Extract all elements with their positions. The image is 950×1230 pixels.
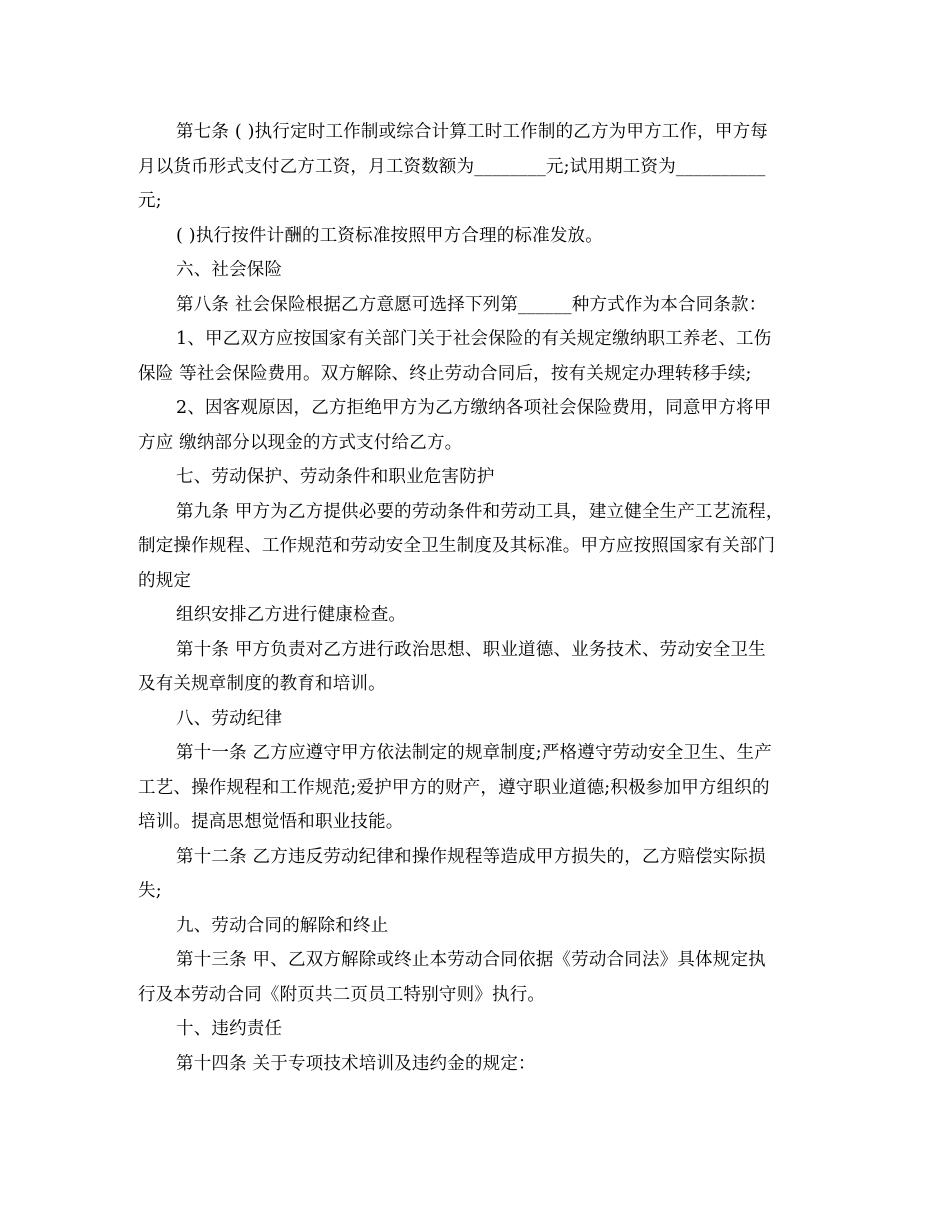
section-heading: 十、违约责任 (176, 1019, 283, 1039)
text-line: 2、因客观原因，乙方拒绝甲方为乙方缴纳各项社会保险费用，同意甲方将甲 (176, 398, 772, 418)
text-line: 第十条 甲方负责对乙方进行政治思想、职业道德、业务技术、劳动安全卫生 (176, 639, 766, 660)
text-line: 1、甲乙双方应按国家有关部门关于社会保险的有关规定缴纳职工养老、工伤 (176, 329, 772, 349)
text-line: 组织安排乙方进行健康检查。 (176, 605, 407, 625)
text-line: 失; (138, 881, 162, 901)
text-line: ( )执行按件计酬的工资标准按照甲方合理的标准发放。 (176, 225, 603, 246)
section-heading: 八、劳动纪律 (176, 708, 283, 729)
text-line: 行及本劳动合同《附页共二页员工特别守则》执行。 (138, 984, 546, 1005)
text-line: 第十三条 甲、乙双方解除或终止本劳动合同依据《劳动合同法》具体规定执 (176, 950, 766, 970)
text-line: 第十一条 乙方应遵守甲方依法制定的规章制度;严格遵守劳动安全卫生、生产 (176, 743, 772, 763)
text-line: 第十四条 关于专项技术培训及违约金的规定： (176, 1053, 536, 1074)
text-line: 培训。提高思想觉悟和职业技能。 (138, 812, 404, 832)
text-line: 第十二条 乙方违反劳动纪律和操作规程等造成甲方损失的，乙方赔偿实际损 (176, 846, 766, 867)
text-line: 月以货币形式支付乙方工资，月工资数额为________元;试用期工资为__________ (138, 156, 766, 177)
text-line: 方应 缴纳部分以现金的方式支付给乙方。 (138, 432, 463, 453)
text-line: 制定操作规程、工作规范和劳动安全卫生制度及其标准。甲方应按照国家有关部门 (138, 536, 776, 556)
text-line: 及有关规章制度的教育和培训。 (138, 674, 386, 694)
section-heading: 九、劳动合同的解除和终止 (176, 915, 389, 936)
text-line: 工艺、操作规程和工作规范;爱护甲方的财产，遵守职业道德;积极参加甲方组织的 (138, 777, 770, 798)
text-line: 第八条 社会保险根据乙方意愿可选择下列第______种方式作为本合同条款： (176, 294, 767, 315)
text-line: 的规定 (138, 570, 192, 591)
text-line: 保险 等社会保险费用。双方解除、终止劳动合同后，按有关规定办理转移手续; (138, 363, 752, 384)
section-heading: 六、社会保险 (176, 260, 283, 280)
text-line: 第七条 ( )执行定时工作制或综合计算工时工作制的乙方为甲方工作，甲方每 (176, 122, 768, 142)
document-body (138, 115, 818, 1081)
section-heading: 七、劳动保护、劳动条件和职业危害防护 (176, 467, 495, 487)
text-line: 元; (138, 191, 162, 211)
text-line: 第九条 甲方为乙方提供必要的劳动条件和劳动工具，建立健全生产工艺流程， (176, 501, 784, 522)
